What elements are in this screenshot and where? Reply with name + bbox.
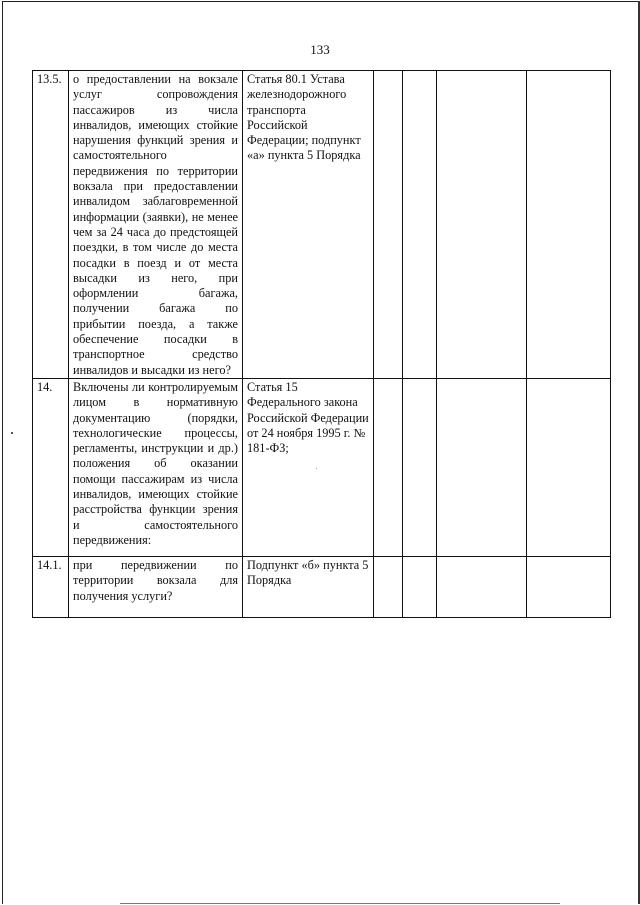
answer-na-cell xyxy=(437,378,527,556)
answer-no-cell xyxy=(403,71,437,379)
answer-yes-cell xyxy=(374,71,403,379)
page-number: 133 xyxy=(310,42,330,57)
row-reference: Статья 15 Федерального закона Российской Федерации от 24 ноября 1995 г. № 181-ФЗ; xyxy=(243,378,374,556)
scan-frame-left xyxy=(2,1,3,904)
row-reference: Подпункт «б» пункта 5 Порядка xyxy=(243,556,374,617)
scan-frame-bottom xyxy=(120,903,560,904)
scan-speck xyxy=(11,432,13,434)
row-reference: Статья 80.1 Устава железнодорожного транспорта Российской Федерации; подпункт «а» пункта 5 Порядка xyxy=(243,71,374,379)
answer-yes-cell xyxy=(374,556,403,617)
row-number: 13.5. xyxy=(33,71,69,379)
row-question: Включены ли контролируемым лицом в нормативную документацию (порядки, технологические процессы, регламенты, инструкции и др.) положения об оказании помощи пассажирам из числа инвалидов, имеющих стойкие расстройства функции зрения и самостоятельного передвижения: xyxy=(69,378,243,556)
row-question: о предоставлении на вокзале услуг сопровождения пассажиров из числа инвалидов, имеющих стойкие нарушения функций зрения и самостоятельного передвижения по территории вокзала при предоставлении инвалидом заблаговременной информации (заявки), не менее чем за 24 часа до предстоящей поездки, в том числе до места посадки в поезд и от места высадки из него, при оформлении багажа, получении багажа по прибытии поезда, а также обеспечение посадки в транспортное средство инвалидов и высадки из него? xyxy=(69,71,243,379)
answer-na-cell xyxy=(437,556,527,617)
table-row xyxy=(33,71,611,379)
answer-na-cell xyxy=(437,71,527,379)
note-cell xyxy=(527,378,611,556)
scan-frame-top xyxy=(2,1,639,2)
note-cell xyxy=(527,556,611,617)
table-row xyxy=(33,556,611,617)
answer-yes-cell xyxy=(374,378,403,556)
answer-no-cell xyxy=(403,556,437,617)
row-number: 14.1. xyxy=(33,556,69,617)
table-row xyxy=(33,378,611,556)
answer-no-cell xyxy=(403,378,437,556)
row-number: 14. xyxy=(33,378,69,556)
row-question: при передвижении по территории вокзала для получения услуги? xyxy=(69,556,243,617)
checklist-table xyxy=(32,70,611,618)
note-cell xyxy=(527,71,611,379)
